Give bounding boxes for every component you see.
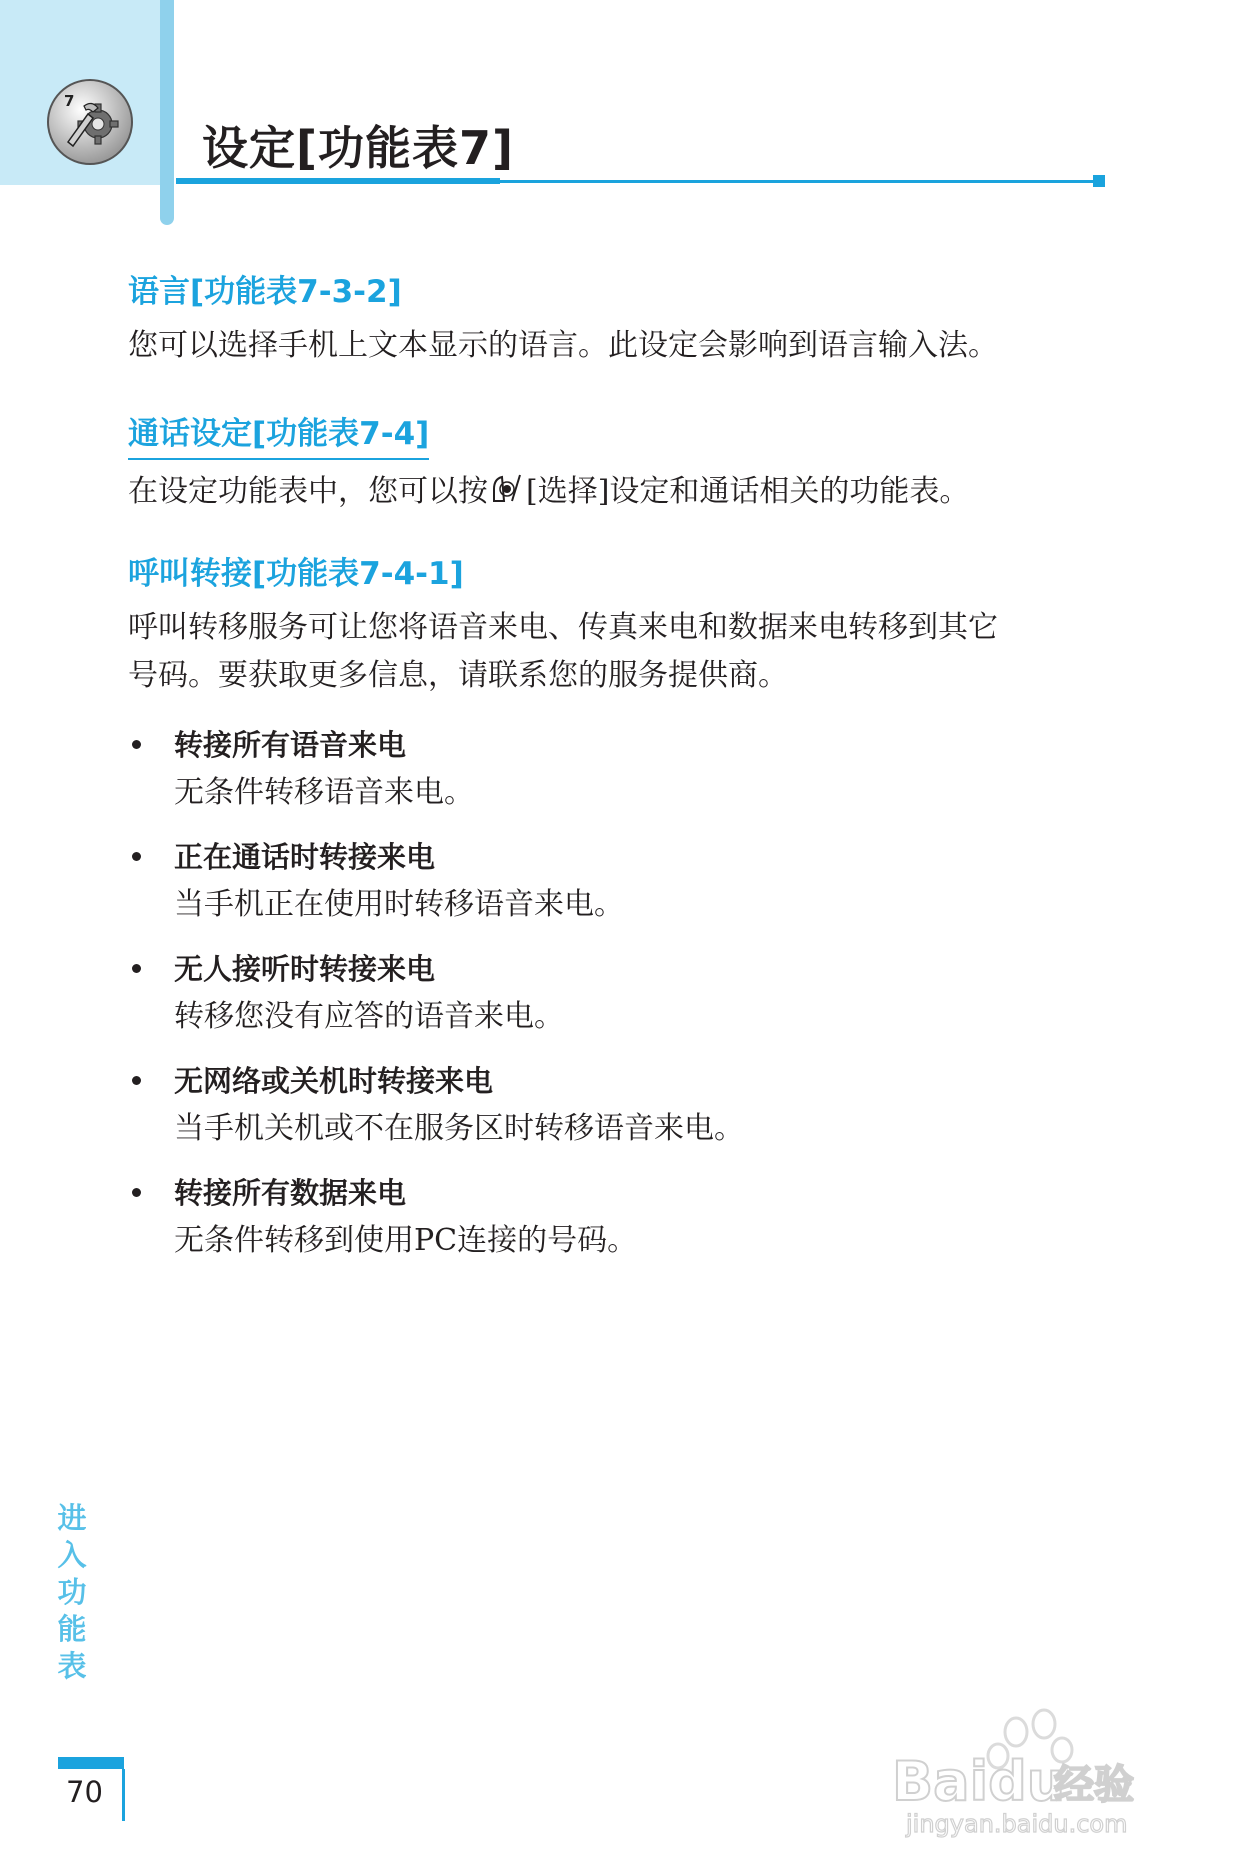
list-item bbox=[128, 946, 1118, 1042]
bullet-icon bbox=[132, 852, 141, 861]
header-vertical-bar bbox=[160, 0, 174, 225]
section-text-call-settings bbox=[128, 468, 998, 516]
bullet-icon bbox=[132, 964, 141, 973]
call-settings-text-after: [选择]设定和通话相关的功能表。 bbox=[526, 474, 970, 509]
option-title: 正在通话时转接来电 bbox=[174, 840, 436, 874]
sidebar-char: 入 bbox=[57, 1538, 87, 1572]
title-rule-end-square bbox=[1093, 175, 1105, 187]
call-forward-options-list bbox=[128, 722, 1118, 1266]
list-item bbox=[128, 1170, 1118, 1266]
option-description: 当手机关机或不在服务区时转移语音来电。 bbox=[174, 1111, 744, 1146]
bullet-icon bbox=[132, 1076, 141, 1085]
sidebar-char: 进 bbox=[57, 1501, 87, 1535]
option-title: 转接所有语音来电 bbox=[174, 728, 407, 762]
page-content bbox=[128, 270, 1118, 1282]
sidebar-char: 功 bbox=[57, 1575, 87, 1609]
section-call-forward bbox=[128, 552, 1118, 1266]
bullet-icon bbox=[132, 740, 141, 749]
page-title: 设定[功能表7] bbox=[202, 121, 515, 175]
page-number-bar bbox=[58, 1757, 124, 1769]
list-item bbox=[128, 1058, 1118, 1154]
option-title: 无人接听时转接来电 bbox=[174, 952, 436, 986]
sidebar-char: 表 bbox=[57, 1649, 87, 1683]
section-call-settings bbox=[128, 412, 1118, 516]
badge-number: 7 bbox=[64, 92, 75, 110]
section-heading-call-settings: 通话设定[功能表7-4] bbox=[128, 412, 429, 460]
option-description: 当手机正在使用时转移语音来电。 bbox=[174, 887, 624, 922]
title-underline bbox=[176, 178, 500, 184]
baidu-watermark-logo bbox=[886, 1692, 1186, 1842]
section-language bbox=[128, 270, 1118, 370]
list-item bbox=[128, 722, 1118, 818]
sidebar-char: 能 bbox=[57, 1612, 87, 1646]
watermark-url: jingyan.baidu.com bbox=[906, 1810, 1128, 1838]
page-number-rule bbox=[122, 1769, 125, 1821]
option-title: 转接所有数据来电 bbox=[174, 1176, 407, 1210]
option-description: 无条件转移语音来电。 bbox=[174, 775, 474, 810]
page-number: 70 bbox=[66, 1775, 103, 1809]
section-heading-call-forward: 呼叫转接[功能表7-4-1] bbox=[128, 556, 464, 592]
option-description: 转移您没有应答的语音来电。 bbox=[174, 999, 564, 1034]
call-settings-text-before: 在设定功能表中，您可以按 bbox=[128, 474, 488, 509]
section-text-language: 您可以选择手机上文本显示的语言。此设定会影响到语言输入法。 bbox=[128, 328, 998, 363]
option-title: 无网络或关机时转接来电 bbox=[174, 1064, 494, 1098]
option-description: 无条件转移到使用PC连接的号码。 bbox=[174, 1223, 638, 1258]
watermark-brand-cn: 经验 bbox=[1054, 1762, 1134, 1808]
settings-gear-tools-icon bbox=[44, 76, 136, 168]
section-text-call-forward: 呼叫转移服务可让您将语音来电、传真来电和数据来电转移到其它号码。要获取更多信息，请联系您的服务提供商。 bbox=[128, 610, 998, 693]
section-heading-language: 语言[功能表7-3-2] bbox=[128, 274, 402, 310]
bullet-icon bbox=[132, 1188, 141, 1197]
sidebar-chapter-label bbox=[52, 1500, 92, 1685]
title-rule bbox=[500, 180, 1095, 183]
watermark-brand: Baidu bbox=[892, 1750, 1066, 1813]
ok-select-key-icon bbox=[490, 471, 524, 507]
list-item bbox=[128, 834, 1118, 930]
